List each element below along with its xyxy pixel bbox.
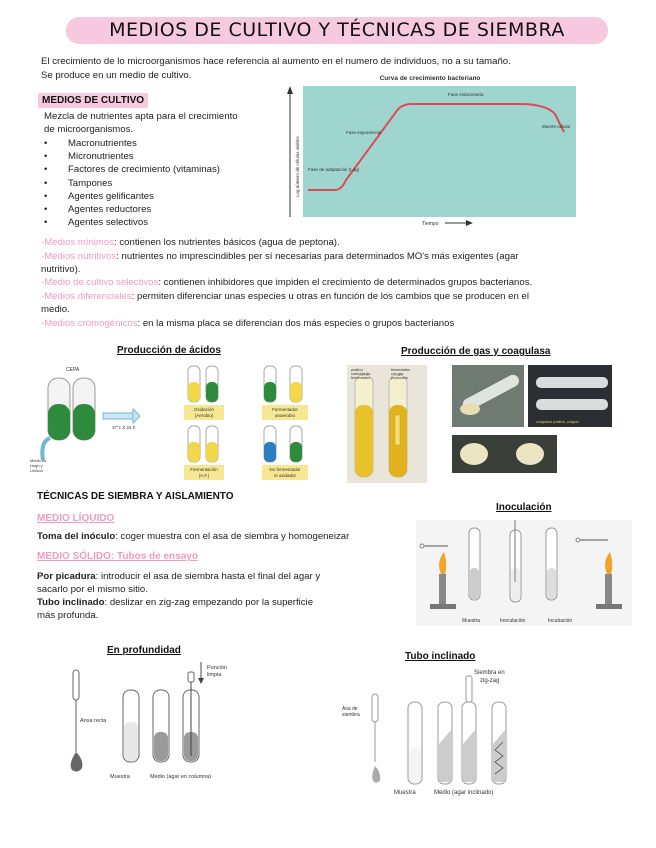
inoculacion-figure — [414, 518, 634, 628]
incl-medio-label: Medio (agar inclinado) — [434, 790, 494, 796]
inclinado-text: Tubo inclinado: deslizar en zig-zag empezando por la superficie — [37, 597, 314, 608]
medios-list — [41, 137, 220, 229]
svg-text:Oxidación: Oxidación — [193, 407, 215, 412]
phase-lag-label: Fase de adaptación (Lag) — [308, 167, 360, 172]
type-minimos: -Medios mínimos: contienen los nutrientes básicos (agua de peptona). — [41, 237, 340, 248]
cepa-tube-left-medium — [48, 404, 70, 440]
svg-text:Fermentación: Fermentación — [190, 467, 218, 472]
list-item: • Micronutrientes — [41, 150, 220, 163]
prof-medio-label: Medio (agar en columna) — [150, 774, 212, 780]
gas-tube-label-2b: con gas — [391, 372, 404, 376]
coagulasa-photos — [452, 365, 612, 477]
incubation-arrowhead — [133, 409, 140, 423]
ansa-label: Ansa recta — [80, 718, 107, 724]
type-nutritivos: -Medios nutritivos: nutrientes no imprescindibles per sí necesarias para determinados MO's más exigentes (agar — [41, 251, 519, 262]
result-no-fermentador — [262, 426, 308, 480]
asa-label-1: Asa de — [342, 706, 358, 712]
asa-label-2: siembra — [342, 712, 360, 718]
list-item: • Factores de crecimiento (vitaminas) — [41, 163, 220, 176]
siembra-label-2: zig-zag — [480, 678, 500, 684]
list-item: • Agentes reductores — [41, 203, 220, 216]
gas-tubes-photo — [347, 365, 427, 483]
medio-solido-heading: MEDIO SÓLIDO: Tubos de ensayo — [37, 551, 198, 562]
muestra-medium — [470, 568, 479, 599]
acidos-figure — [28, 362, 328, 480]
puncion-handle — [188, 672, 194, 682]
type-diferenciales-cont: medio. — [41, 304, 70, 315]
type-selectivos: -Medio de cultivo selectivos: contienen inhibidores que impiden el crecimiento de determinados grupos bacterianos. — [41, 277, 533, 288]
coagulasa-caption: coagulasa positiva, coágulo — [536, 420, 580, 424]
asa-siembra — [372, 694, 380, 783]
inoculacion-heading: Inoculación — [496, 502, 552, 513]
medio-label-3: Leifson — [30, 468, 43, 473]
medio-label-2: Hugh y — [30, 463, 43, 468]
svg-text:Fermentador: Fermentador — [272, 407, 298, 412]
prof-muestra-medium — [124, 722, 138, 761]
svg-text:(Aerobio): (Aerobio) — [194, 413, 214, 418]
puncion-label-2: limpia — [207, 672, 222, 678]
medio-liquido-heading: MEDIO LÍQUIDO — [37, 513, 115, 524]
medio-label-1: Medio de — [30, 458, 47, 463]
result-fermentador-anaerobio — [262, 366, 308, 420]
svg-text:anaerobio: anaerobio — [274, 413, 296, 418]
incl-muestra-label: Muestra — [394, 790, 416, 796]
gas-tube-label-2c: producción — [391, 376, 409, 380]
gas-tube-label-1b: carbohidrato — [351, 372, 371, 376]
gas-tube-label-2a: fermentativo — [391, 368, 411, 372]
page-title: MEDIOS DE CULTIVO Y TÉCNICAS DE SIEMBRA — [66, 17, 608, 44]
growth-curve-figure — [280, 72, 580, 232]
result-fermentacion — [184, 426, 224, 480]
medios-def-1: Mezcla de nutrientes apta para el crecimiento — [44, 111, 238, 122]
list-item: • Agentes gelificantes — [41, 190, 220, 203]
incubacion-medium — [547, 568, 556, 599]
phase-death-label: Muerte celular — [542, 124, 571, 129]
phase-exp-label: Fase exponencial — [346, 130, 382, 135]
y-axis-label: Log número de células viables — [295, 136, 300, 197]
toma-inoculo: Toma del inóculo: coger muestra con el asa de siembra y homogeneizar — [37, 531, 350, 542]
profundidad-heading: En profundidad — [107, 645, 181, 656]
gas-heading: Producción de gas y coagulasa — [401, 346, 551, 357]
inclinado-figure — [338, 664, 538, 799]
medio-arrow — [42, 438, 50, 460]
svg-text:No fermentador: No fermentador — [269, 467, 301, 472]
intro-line-1: El crecimiento de lo microorganismos hace referencia al aumento en el numero de individuos, no a su tamaño. — [41, 56, 511, 67]
list-item: • Macronutrientes — [41, 137, 220, 150]
gas-tube-label-1a: positivo — [351, 368, 363, 372]
x-axis-label: Tiempo — [422, 221, 439, 227]
svg-text:ni oxidador: ni oxidador — [273, 473, 297, 478]
inclinado-text-2: más profunda. — [37, 610, 99, 621]
gas-tube-label-1c: fermentativo — [351, 376, 371, 380]
inoc-label-incubacion: Incubación — [548, 618, 573, 624]
incl-muestra-medium — [409, 748, 421, 783]
y-arrowhead — [287, 86, 293, 94]
inoc-label-inoculacion: Inoculación — [500, 618, 526, 624]
incubation-arrow — [103, 413, 133, 419]
svg-text:(A.F.): (A.F.) — [198, 473, 210, 478]
incl-loop-handle — [466, 676, 472, 702]
inclinado-heading: Tubo inclinado — [405, 651, 476, 662]
x-arrowhead — [466, 220, 473, 226]
growth-chart-title: Curva de crecimiento bacteriano — [379, 75, 481, 82]
type-cromogenicos: -Medios cromogénicos: en la misma placa se diferencian dos más especies o grupos bacterianos — [41, 318, 455, 329]
picadura-text: Por picadura: introducir el asa de siembra hasta el final del agar y — [37, 571, 321, 582]
siembra-label-1: Siembra en — [474, 670, 505, 676]
acidos-heading: Producción de ácidos — [117, 345, 221, 356]
tecnicas-heading: TÉCNICAS DE SIEMBRA Y AISLAMIENTO — [37, 491, 234, 502]
type-nutritivos-cont: nutritivo). — [41, 264, 81, 275]
cepa-label: CEPA — [66, 367, 80, 373]
inoculacion-bg — [416, 520, 632, 626]
inoc-label-muestra: Muestra — [462, 618, 481, 624]
intro-line-2: Se produce en un medio de cultivo. — [41, 70, 192, 81]
list-item: • Tampones — [41, 177, 220, 190]
cepa-tube-right-medium — [73, 404, 95, 440]
phase-stat-label: Fase estacionaria — [448, 92, 484, 97]
prof-muestra-label: Muestra — [110, 774, 130, 780]
result-oxidacion — [184, 366, 224, 420]
type-diferenciales: -Medios diferenciales: permiten diferenciar unas especies u otras en función de los cambios que se producen en el — [41, 291, 529, 302]
list-item: • Agentes selectivos — [41, 216, 220, 229]
puncion-label-1: Punción — [207, 665, 227, 671]
medios-def-2: de microorganismos. — [44, 124, 134, 135]
picadura-text-2: sacarlo por el mismo sitio. — [37, 584, 148, 595]
prof-medio-medium — [154, 732, 168, 761]
incubation-label: 37°c X 24 h — [112, 425, 136, 430]
profundidad-figure — [60, 660, 260, 785]
puncion-arrowhead — [198, 678, 204, 684]
medios-heading: MEDIOS DE CULTIVO — [38, 90, 148, 108]
